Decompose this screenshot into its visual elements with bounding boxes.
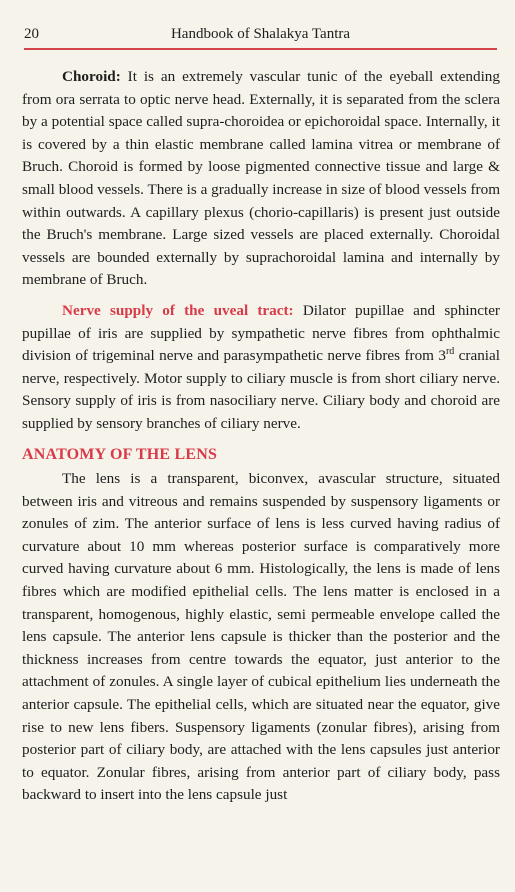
page-header bbox=[24, 26, 497, 50]
nerve-supply-superscript: rd bbox=[445, 346, 455, 358]
choroid-paragraph bbox=[22, 66, 500, 292]
lens-paragraph: The lens is a transparent, biconvex, avascular structure, situated between iris and vitreous and remains suspended by suspensory ligaments or zonules of zim. The anterior surface of lens is less curved having radius of curvature about 10 mm whereas posterior surface is comparatively more curved having curvature about 6 mm. Histologically, the lens is made of lens fibres which are modified epithelial cells. The lens matter is enclosed in a transparent, homogenous, highly elastic, semi permeable envelope called the lens capsule. The anterior lens capsule is thicker than the posterior and the thickness increases from centre towards the equator, just anterior to the attachment of zonules. A single layer of cubical epithelium lies underneath the anterior capsule. The epithelial cells, which are situated near the equator, give rise to new lens fibers. Suspensory ligaments (zonular fibres), arising from posterior part of ciliary body, are attached with the lens capsules just anterior to equator. Zonular fibres, arising from anterior part of ciliary body, pass backward to insert into the lens capsule just bbox=[22, 470, 500, 804]
page-content bbox=[22, 66, 500, 815]
choroid-text: It is an extremely vascular tunic of the eyeball extending from ora serrata to optic nerve head. Externally, it is separated from the sclera by a potential space called supra-choroidea or epichoroidal space. Internally, it is covered by a thin elastic membrane called lamina vitrea or membrane of Bruch. Choroid is formed by loose pigmented connective tissue and large & small blood vessels. There is a gradually increase in size of blood vessels from within outwards. A capillary plexus (chorio-capillaris) is present just outside the Bruch's membrane. Large sized vessels are placed externally. Choroidal vessels are bounded externally by suprachoroidal lamina and internally by membrane of Bruch. bbox=[22, 68, 501, 289]
nerve-supply-term: Nerve supply of the uveal tract: bbox=[62, 301, 294, 319]
nerve-supply-text-2: cranial nerve, respectively. Motor supply to ciliary muscle is from short ciliary nerve. Sensory supply of iris is from nasociliary nerve. Ciliary body and choroid are supplied by sensory branches of ciliary nerve. bbox=[22, 347, 500, 432]
page-number: 20 bbox=[24, 26, 39, 42]
choroid-term: Choroid: bbox=[62, 68, 121, 85]
nerve-supply-text-1: Dilator pupillae and sphincter pupillae of iris are supplied by sympathetic nerve fibres from ophthalmic division of trigeminal nerve and parasympathetic nerve fibres from 3 bbox=[22, 301, 500, 365]
nerve-supply-paragraph bbox=[22, 300, 500, 436]
section-heading: ANATOMY OF THE LENS bbox=[22, 445, 218, 463]
running-title: Handbook of Shalakya Tantra bbox=[170, 26, 351, 42]
